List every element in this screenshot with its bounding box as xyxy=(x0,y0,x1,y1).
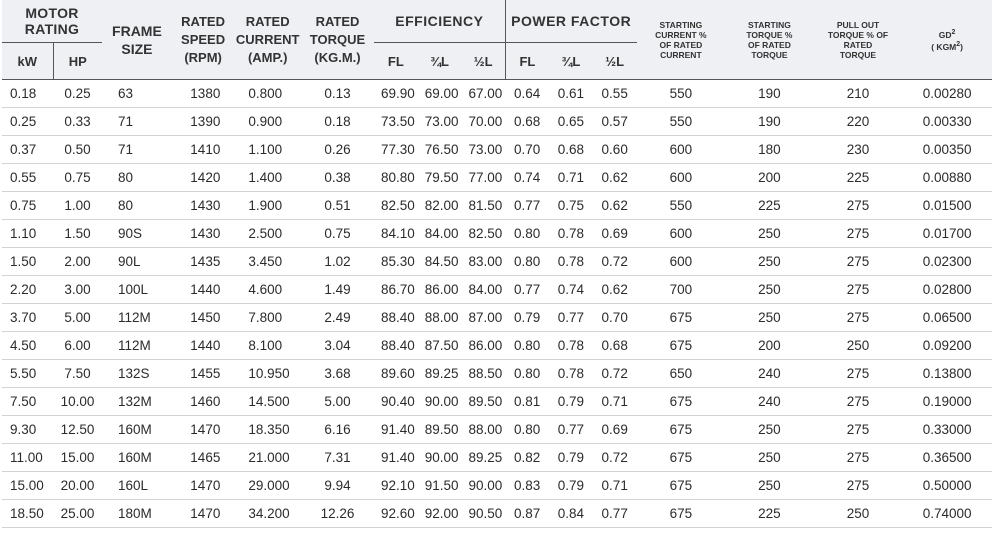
cell-starting-current: 550 xyxy=(637,108,726,136)
cell-pull-out-torque: 275 xyxy=(814,388,903,416)
cell-pf-fl: 0.81 xyxy=(505,388,549,416)
header-pf-3-4l: ¾L xyxy=(549,43,593,80)
header-starting-torque: STARTING TORQUE % OF RATED TORQUE xyxy=(725,0,814,80)
cell-gd2: 0.50000 xyxy=(902,472,992,500)
cell-eff-1-2l: 83.00 xyxy=(462,248,506,276)
cell-starting-current: 675 xyxy=(637,500,726,528)
cell-starting-torque: 180 xyxy=(725,136,814,164)
cell-pull-out-torque: 275 xyxy=(814,360,903,388)
cell-pf-3-4l: 0.71 xyxy=(549,164,593,192)
cell-pf-1-2l: 0.72 xyxy=(593,444,637,472)
cell-eff-fl: 85.30 xyxy=(374,248,418,276)
cell-gd2: 0.01700 xyxy=(902,220,992,248)
cell-rated-speed: 1420 xyxy=(172,164,235,192)
cell-kw: 0.55 xyxy=(2,164,53,192)
cell-hp: 6.00 xyxy=(53,332,102,360)
cell-pull-out-torque: 275 xyxy=(814,192,903,220)
cell-pull-out-torque: 275 xyxy=(814,220,903,248)
cell-hp: 5.00 xyxy=(53,304,102,332)
cell-pf-3-4l: 0.74 xyxy=(549,276,593,304)
table-row xyxy=(2,136,992,164)
cell-starting-current: 600 xyxy=(637,220,726,248)
cell-starting-torque: 250 xyxy=(725,444,814,472)
cell-eff-3-4l: 89.50 xyxy=(418,416,462,444)
cell-pf-1-2l: 0.70 xyxy=(593,304,637,332)
cell-pf-fl: 0.87 xyxy=(505,500,549,528)
table-row xyxy=(2,500,992,528)
cell-starting-torque: 240 xyxy=(725,388,814,416)
cell-eff-1-2l: 87.00 xyxy=(462,304,506,332)
cell-rated-speed: 1380 xyxy=(172,80,235,108)
cell-kw: 3.70 xyxy=(2,304,53,332)
cell-rated-current: 18.350 xyxy=(234,416,301,444)
cell-eff-fl: 89.60 xyxy=(374,360,418,388)
cell-gd2: 0.19000 xyxy=(902,388,992,416)
cell-pf-fl: 0.77 xyxy=(505,192,549,220)
cell-pf-fl: 0.79 xyxy=(505,304,549,332)
cell-rated-current: 1.400 xyxy=(234,164,301,192)
cell-pf-1-2l: 0.55 xyxy=(593,80,637,108)
cell-eff-3-4l: 73.00 xyxy=(418,108,462,136)
cell-eff-3-4l: 86.00 xyxy=(418,276,462,304)
cell-frame-size: 132M xyxy=(102,388,172,416)
cell-pf-1-2l: 0.71 xyxy=(593,472,637,500)
table-row xyxy=(2,472,992,500)
cell-pull-out-torque: 225 xyxy=(814,164,903,192)
header-kw: kW xyxy=(2,43,53,80)
cell-starting-torque: 250 xyxy=(725,472,814,500)
cell-hp: 1.00 xyxy=(53,192,102,220)
cell-eff-3-4l: 79.50 xyxy=(418,164,462,192)
cell-eff-fl: 84.10 xyxy=(374,220,418,248)
cell-pull-out-torque: 250 xyxy=(814,500,903,528)
cell-gd2: 0.00350 xyxy=(902,136,992,164)
cell-eff-1-2l: 73.00 xyxy=(462,136,506,164)
header-rated-speed: RATED SPEED (RPM) xyxy=(172,0,235,80)
cell-eff-fl: 73.50 xyxy=(374,108,418,136)
cell-pf-1-2l: 0.68 xyxy=(593,332,637,360)
cell-hp: 20.00 xyxy=(53,472,102,500)
cell-frame-size: 90S xyxy=(102,220,172,248)
cell-rated-speed: 1430 xyxy=(172,220,235,248)
cell-hp: 25.00 xyxy=(53,500,102,528)
cell-rated-speed: 1470 xyxy=(172,472,235,500)
cell-kw: 0.25 xyxy=(2,108,53,136)
cell-starting-torque: 250 xyxy=(725,220,814,248)
cell-starting-current: 675 xyxy=(637,388,726,416)
table-row xyxy=(2,192,992,220)
cell-pf-3-4l: 0.79 xyxy=(549,444,593,472)
cell-kw: 1.10 xyxy=(2,220,53,248)
cell-pf-1-2l: 0.62 xyxy=(593,192,637,220)
cell-pull-out-torque: 250 xyxy=(814,332,903,360)
cell-rated-torque: 0.51 xyxy=(301,192,374,220)
cell-pf-1-2l: 0.69 xyxy=(593,416,637,444)
cell-rated-current: 0.800 xyxy=(234,80,301,108)
cell-gd2: 0.74000 xyxy=(902,500,992,528)
cell-hp: 0.50 xyxy=(53,136,102,164)
cell-kw: 9.30 xyxy=(2,416,53,444)
cell-frame-size: 63 xyxy=(102,80,172,108)
cell-kw: 2.20 xyxy=(2,276,53,304)
cell-eff-1-2l: 89.50 xyxy=(462,388,506,416)
cell-pf-3-4l: 0.84 xyxy=(549,500,593,528)
cell-rated-speed: 1435 xyxy=(172,248,235,276)
cell-pf-fl: 0.80 xyxy=(505,248,549,276)
cell-frame-size: 112M xyxy=(102,332,172,360)
cell-pf-3-4l: 0.78 xyxy=(549,360,593,388)
cell-pull-out-torque: 275 xyxy=(814,304,903,332)
cell-gd2: 0.02300 xyxy=(902,248,992,276)
cell-eff-3-4l: 84.50 xyxy=(418,248,462,276)
cell-eff-3-4l: 89.25 xyxy=(418,360,462,388)
header-rated-torque: RATED TORQUE (KG.M.) xyxy=(301,0,374,80)
header-eff-fl: FL xyxy=(374,43,418,80)
header-eff-1-2l: ½L xyxy=(462,43,506,80)
cell-frame-size: 160L xyxy=(102,472,172,500)
table-row xyxy=(2,220,992,248)
cell-hp: 3.00 xyxy=(53,276,102,304)
cell-eff-3-4l: 90.00 xyxy=(418,444,462,472)
cell-starting-current: 650 xyxy=(637,360,726,388)
cell-rated-torque: 12.26 xyxy=(301,500,374,528)
motor-spec-table xyxy=(2,0,992,528)
cell-rated-torque: 3.68 xyxy=(301,360,374,388)
cell-kw: 18.50 xyxy=(2,500,53,528)
cell-eff-3-4l: 88.00 xyxy=(418,304,462,332)
cell-pull-out-torque: 210 xyxy=(814,80,903,108)
cell-frame-size: 100L xyxy=(102,276,172,304)
cell-rated-torque: 0.18 xyxy=(301,108,374,136)
cell-frame-size: 132S xyxy=(102,360,172,388)
cell-starting-current: 675 xyxy=(637,472,726,500)
cell-rated-speed: 1470 xyxy=(172,500,235,528)
cell-pf-fl: 0.80 xyxy=(505,220,549,248)
cell-pf-fl: 0.80 xyxy=(505,416,549,444)
cell-gd2: 0.00280 xyxy=(902,80,992,108)
cell-starting-current: 550 xyxy=(637,80,726,108)
cell-eff-3-4l: 84.00 xyxy=(418,220,462,248)
cell-hp: 12.50 xyxy=(53,416,102,444)
cell-eff-fl: 69.90 xyxy=(374,80,418,108)
cell-rated-speed: 1460 xyxy=(172,388,235,416)
cell-starting-current: 675 xyxy=(637,416,726,444)
cell-frame-size: 90L xyxy=(102,248,172,276)
cell-rated-current: 14.500 xyxy=(234,388,301,416)
cell-pull-out-torque: 275 xyxy=(814,444,903,472)
cell-rated-torque: 7.31 xyxy=(301,444,374,472)
cell-rated-speed: 1455 xyxy=(172,360,235,388)
cell-hp: 0.75 xyxy=(53,164,102,192)
cell-rated-current: 8.100 xyxy=(234,332,301,360)
cell-eff-fl: 86.70 xyxy=(374,276,418,304)
cell-kw: 0.75 xyxy=(2,192,53,220)
cell-frame-size: 112M xyxy=(102,304,172,332)
table-row xyxy=(2,164,992,192)
header-frame-size: FRAME SIZE xyxy=(102,0,172,80)
cell-pf-3-4l: 0.78 xyxy=(549,332,593,360)
cell-starting-torque: 190 xyxy=(725,108,814,136)
cell-hp: 0.33 xyxy=(53,108,102,136)
cell-pf-3-4l: 0.77 xyxy=(549,416,593,444)
cell-pull-out-torque: 230 xyxy=(814,136,903,164)
cell-rated-torque: 0.26 xyxy=(301,136,374,164)
cell-starting-torque: 225 xyxy=(725,500,814,528)
cell-rated-current: 21.000 xyxy=(234,444,301,472)
cell-eff-1-2l: 90.00 xyxy=(462,472,506,500)
cell-pf-3-4l: 0.68 xyxy=(549,136,593,164)
cell-rated-current: 2.500 xyxy=(234,220,301,248)
table-row xyxy=(2,416,992,444)
cell-pf-fl: 0.82 xyxy=(505,444,549,472)
cell-pf-3-4l: 0.65 xyxy=(549,108,593,136)
cell-gd2: 0.00330 xyxy=(902,108,992,136)
cell-rated-current: 7.800 xyxy=(234,304,301,332)
cell-pf-3-4l: 0.78 xyxy=(549,220,593,248)
cell-gd2: 0.00880 xyxy=(902,164,992,192)
cell-pf-1-2l: 0.71 xyxy=(593,388,637,416)
cell-starting-torque: 200 xyxy=(725,164,814,192)
cell-kw: 5.50 xyxy=(2,360,53,388)
cell-eff-3-4l: 92.00 xyxy=(418,500,462,528)
table-row xyxy=(2,276,992,304)
table-row xyxy=(2,388,992,416)
table-header xyxy=(2,0,992,80)
cell-pf-fl: 0.74 xyxy=(505,164,549,192)
cell-eff-fl: 91.40 xyxy=(374,416,418,444)
cell-frame-size: 80 xyxy=(102,192,172,220)
cell-eff-fl: 92.60 xyxy=(374,500,418,528)
header-pf-fl: FL xyxy=(505,43,549,80)
cell-pf-fl: 0.80 xyxy=(505,360,549,388)
cell-starting-current: 600 xyxy=(637,248,726,276)
header-rated-current: RATED CURRENT (AMP.) xyxy=(234,0,301,80)
cell-rated-current: 0.900 xyxy=(234,108,301,136)
cell-starting-torque: 225 xyxy=(725,192,814,220)
cell-pf-1-2l: 0.69 xyxy=(593,220,637,248)
cell-starting-torque: 250 xyxy=(725,248,814,276)
cell-rated-speed: 1470 xyxy=(172,416,235,444)
cell-pf-1-2l: 0.72 xyxy=(593,360,637,388)
cell-frame-size: 160M xyxy=(102,444,172,472)
cell-rated-speed: 1450 xyxy=(172,304,235,332)
cell-eff-fl: 88.40 xyxy=(374,304,418,332)
cell-gd2: 0.36500 xyxy=(902,444,992,472)
cell-starting-torque: 250 xyxy=(725,304,814,332)
table-body xyxy=(2,80,992,528)
cell-rated-current: 10.950 xyxy=(234,360,301,388)
cell-starting-current: 675 xyxy=(637,444,726,472)
cell-pf-1-2l: 0.72 xyxy=(593,248,637,276)
cell-starting-torque: 250 xyxy=(725,276,814,304)
cell-eff-3-4l: 82.00 xyxy=(418,192,462,220)
cell-rated-current: 1.100 xyxy=(234,136,301,164)
cell-pf-fl: 0.80 xyxy=(505,332,549,360)
cell-eff-1-2l: 88.00 xyxy=(462,416,506,444)
cell-gd2: 0.06500 xyxy=(902,304,992,332)
cell-pull-out-torque: 275 xyxy=(814,248,903,276)
cell-eff-1-2l: 88.50 xyxy=(462,360,506,388)
header-pull-out-torque: PULL OUT TORQUE % OF RATED TORQUE xyxy=(814,0,903,80)
cell-eff-fl: 90.40 xyxy=(374,388,418,416)
cell-gd2: 0.33000 xyxy=(902,416,992,444)
cell-gd2: 0.09200 xyxy=(902,332,992,360)
cell-eff-1-2l: 81.50 xyxy=(462,192,506,220)
cell-pull-out-torque: 275 xyxy=(814,472,903,500)
table-row xyxy=(2,332,992,360)
cell-frame-size: 80 xyxy=(102,164,172,192)
cell-pull-out-torque: 275 xyxy=(814,276,903,304)
cell-eff-1-2l: 82.50 xyxy=(462,220,506,248)
cell-eff-1-2l: 67.00 xyxy=(462,80,506,108)
cell-hp: 7.50 xyxy=(53,360,102,388)
cell-eff-1-2l: 70.00 xyxy=(462,108,506,136)
cell-starting-current: 675 xyxy=(637,304,726,332)
cell-kw: 4.50 xyxy=(2,332,53,360)
cell-eff-3-4l: 90.00 xyxy=(418,388,462,416)
cell-frame-size: 160M xyxy=(102,416,172,444)
cell-starting-current: 600 xyxy=(637,164,726,192)
cell-eff-fl: 92.10 xyxy=(374,472,418,500)
table-row xyxy=(2,304,992,332)
cell-hp: 2.00 xyxy=(53,248,102,276)
cell-rated-torque: 9.94 xyxy=(301,472,374,500)
cell-starting-torque: 200 xyxy=(725,332,814,360)
cell-rated-torque: 1.49 xyxy=(301,276,374,304)
cell-rated-current: 4.600 xyxy=(234,276,301,304)
cell-starting-torque: 240 xyxy=(725,360,814,388)
cell-hp: 10.00 xyxy=(53,388,102,416)
cell-rated-torque: 1.02 xyxy=(301,248,374,276)
cell-pf-1-2l: 0.57 xyxy=(593,108,637,136)
cell-gd2: 0.01500 xyxy=(902,192,992,220)
cell-rated-current: 29.000 xyxy=(234,472,301,500)
cell-pf-1-2l: 0.62 xyxy=(593,276,637,304)
cell-rated-current: 1.900 xyxy=(234,192,301,220)
header-pf-1-2l: ½L xyxy=(593,43,637,80)
cell-kw: 15.00 xyxy=(2,472,53,500)
cell-eff-1-2l: 86.00 xyxy=(462,332,506,360)
cell-pf-1-2l: 0.77 xyxy=(593,500,637,528)
header-hp: HP xyxy=(53,43,102,80)
cell-eff-1-2l: 84.00 xyxy=(462,276,506,304)
cell-eff-1-2l: 90.50 xyxy=(462,500,506,528)
cell-eff-1-2l: 89.25 xyxy=(462,444,506,472)
cell-starting-current: 550 xyxy=(637,192,726,220)
cell-rated-current: 34.200 xyxy=(234,500,301,528)
cell-pf-3-4l: 0.79 xyxy=(549,472,593,500)
cell-rated-torque: 6.16 xyxy=(301,416,374,444)
cell-hp: 15.00 xyxy=(53,444,102,472)
cell-kw: 7.50 xyxy=(2,388,53,416)
header-efficiency: EFFICIENCY xyxy=(374,0,505,43)
cell-pf-3-4l: 0.61 xyxy=(549,80,593,108)
cell-starting-current: 675 xyxy=(637,332,726,360)
cell-pf-fl: 0.70 xyxy=(505,136,549,164)
cell-eff-3-4l: 76.50 xyxy=(418,136,462,164)
cell-starting-torque: 190 xyxy=(725,80,814,108)
header-power-factor: POWER FACTOR xyxy=(505,0,636,43)
cell-kw: 0.37 xyxy=(2,136,53,164)
header-starting-current: STARTING CURRENT % OF RATED CURRENT xyxy=(637,0,726,80)
cell-frame-size: 180M xyxy=(102,500,172,528)
cell-rated-torque: 0.75 xyxy=(301,220,374,248)
cell-eff-fl: 88.40 xyxy=(374,332,418,360)
cell-rated-current: 3.450 xyxy=(234,248,301,276)
cell-pf-fl: 0.64 xyxy=(505,80,549,108)
header-eff-3-4l: ¾L xyxy=(418,43,462,80)
cell-rated-speed: 1410 xyxy=(172,136,235,164)
table-row xyxy=(2,80,992,108)
cell-eff-3-4l: 69.00 xyxy=(418,80,462,108)
cell-eff-3-4l: 87.50 xyxy=(418,332,462,360)
cell-starting-torque: 250 xyxy=(725,416,814,444)
cell-rated-speed: 1440 xyxy=(172,276,235,304)
cell-pf-3-4l: 0.75 xyxy=(549,192,593,220)
cell-pull-out-torque: 220 xyxy=(814,108,903,136)
cell-eff-fl: 82.50 xyxy=(374,192,418,220)
cell-rated-speed: 1465 xyxy=(172,444,235,472)
cell-pull-out-torque: 275 xyxy=(814,416,903,444)
cell-eff-fl: 77.30 xyxy=(374,136,418,164)
cell-rated-torque: 0.13 xyxy=(301,80,374,108)
table-row xyxy=(2,444,992,472)
cell-kw: 1.50 xyxy=(2,248,53,276)
cell-rated-speed: 1430 xyxy=(172,192,235,220)
cell-eff-fl: 91.40 xyxy=(374,444,418,472)
cell-eff-3-4l: 91.50 xyxy=(418,472,462,500)
cell-pf-3-4l: 0.77 xyxy=(549,304,593,332)
cell-pf-1-2l: 0.62 xyxy=(593,164,637,192)
cell-starting-current: 600 xyxy=(637,136,726,164)
header-gd2: $GD^2$ ( KGM$^2$) xyxy=(902,0,992,80)
cell-gd2: 0.02800 xyxy=(902,276,992,304)
cell-pf-fl: 0.77 xyxy=(505,276,549,304)
cell-hp: 0.25 xyxy=(53,80,102,108)
cell-hp: 1.50 xyxy=(53,220,102,248)
table-row xyxy=(2,108,992,136)
cell-rated-torque: 5.00 xyxy=(301,388,374,416)
table-row xyxy=(2,248,992,276)
cell-rated-torque: 0.38 xyxy=(301,164,374,192)
cell-rated-torque: 2.49 xyxy=(301,304,374,332)
cell-eff-1-2l: 77.00 xyxy=(462,164,506,192)
cell-starting-current: 700 xyxy=(637,276,726,304)
cell-frame-size: 71 xyxy=(102,136,172,164)
cell-kw: 0.18 xyxy=(2,80,53,108)
cell-rated-speed: 1440 xyxy=(172,332,235,360)
cell-pf-fl: 0.83 xyxy=(505,472,549,500)
table-row xyxy=(2,360,992,388)
cell-gd2: 0.13800 xyxy=(902,360,992,388)
cell-pf-3-4l: 0.78 xyxy=(549,248,593,276)
cell-kw: 11.00 xyxy=(2,444,53,472)
cell-pf-1-2l: 0.60 xyxy=(593,136,637,164)
header-motor-rating: MOTOR RATING xyxy=(2,0,102,43)
cell-pf-fl: 0.68 xyxy=(505,108,549,136)
cell-rated-speed: 1390 xyxy=(172,108,235,136)
cell-pf-3-4l: 0.79 xyxy=(549,388,593,416)
cell-frame-size: 71 xyxy=(102,108,172,136)
cell-eff-fl: 80.80 xyxy=(374,164,418,192)
cell-rated-torque: 3.04 xyxy=(301,332,374,360)
